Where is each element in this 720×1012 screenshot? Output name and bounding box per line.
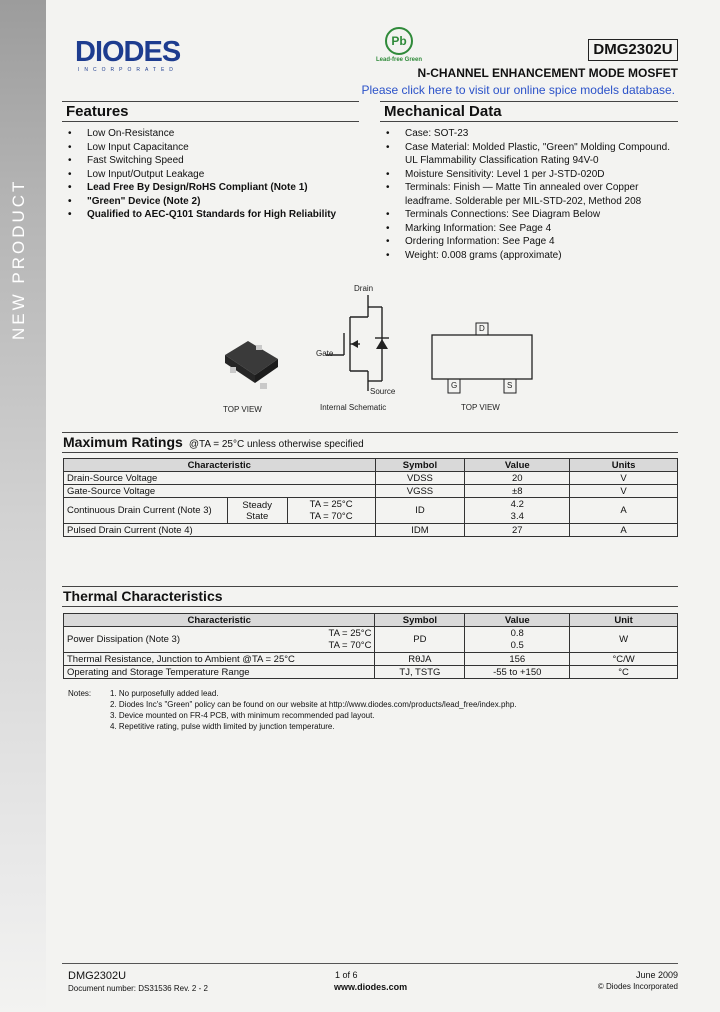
maximum-ratings-table — [63, 458, 678, 537]
condition-cell: TA = 70°C — [287, 511, 375, 524]
table-row — [64, 485, 678, 498]
symbol-cell: VGSS — [375, 485, 465, 498]
drain-label: Drain — [354, 284, 374, 293]
logo-text: DIODES — [75, 36, 181, 68]
footer-date: June 2009 — [635, 970, 678, 980]
new-product-sidebar — [0, 0, 46, 1012]
footer-part-number: DMG2302U — [68, 970, 127, 982]
maximum-ratings-title: Maximum Ratings — [63, 434, 183, 450]
value-cell: 27 — [465, 524, 570, 537]
state-cell: Steady State — [227, 498, 287, 524]
value-cell: 4.2 — [465, 498, 570, 511]
value-cell: ±8 — [465, 485, 570, 498]
characteristic-cell: Drain-Source Voltage — [64, 472, 376, 485]
lead-free-icon — [385, 27, 413, 55]
value-cell: 3.4 — [465, 511, 570, 524]
features-heading: Features — [62, 101, 359, 122]
package-diagrams — [210, 283, 540, 418]
characteristic-cell: Operating and Storage Temperature Range — [64, 666, 375, 679]
symbol-cell: TJ, TSTG — [375, 666, 465, 679]
note-item: 1. No purposefully added lead. — [110, 689, 219, 698]
characteristic-cell: Continuous Drain Current (Note 3) — [64, 498, 228, 524]
unit-cell: °C — [570, 666, 678, 679]
feature-item: • Low On-Resistance — [65, 127, 355, 141]
table-row — [64, 666, 678, 679]
header-value: Value — [465, 614, 570, 627]
table-row — [64, 653, 678, 666]
source-label: Source — [370, 387, 396, 396]
feature-item: • Low Input/Output Leakage — [65, 168, 355, 182]
mechanical-item: • Ordering Information: See Page 4 — [383, 235, 683, 249]
header-symbol: Symbol — [375, 459, 465, 472]
symbol-cell: VDSS — [375, 472, 465, 485]
internal-schematic-symbol — [326, 295, 389, 391]
symbol-cell: PD — [375, 627, 465, 653]
table-row — [64, 498, 678, 511]
feature-item: • Lead Free By Design/RoHS Compliant (Note 1) — [65, 181, 355, 195]
table-row — [64, 627, 678, 640]
mechanical-item: • Case: SOT-23 — [383, 127, 683, 141]
table-row — [64, 524, 678, 537]
characteristic-cell: Gate-Source Voltage — [64, 485, 376, 498]
feature-item: • Fast Switching Speed — [65, 154, 355, 168]
maximum-ratings-condition: @TA = 25°C unless otherwise specified — [188, 439, 364, 450]
header-unit: Unit — [570, 614, 678, 627]
features-list — [65, 127, 355, 222]
mechanical-item: • Terminals Connections: See Diagram Below — [383, 208, 683, 222]
unit-cell: V — [570, 472, 678, 485]
spice-models-link[interactable]: Please click here to visit our online spice models database. — [361, 83, 675, 97]
unit-cell: A — [570, 524, 678, 537]
diodes-logo — [75, 36, 205, 76]
characteristic-cell: Power Dissipation (Note 3) — [64, 627, 276, 653]
value-cell: 156 — [465, 653, 570, 666]
header-value: Value — [465, 459, 570, 472]
header-symbol: Symbol — [375, 614, 465, 627]
device-subtitle: N-CHANNEL ENHANCEMENT MODE MOSFET — [417, 66, 678, 80]
mechanical-item: • Marking Information: See Page 4 — [383, 222, 683, 236]
note-item: 4. Repetitive rating, pulse width limited by junction temperature. — [110, 722, 335, 731]
package-drawings — [210, 283, 540, 418]
sidebar-label: NEW PRODUCT — [9, 178, 28, 340]
notes-list — [110, 688, 630, 732]
footer-document-number: Document number: DS31536 Rev. 2 - 2 — [68, 984, 208, 993]
pinout-caption: TOP VIEW — [461, 403, 500, 412]
maximum-ratings-heading — [62, 432, 678, 453]
part-number: DMG2302U — [588, 39, 678, 61]
symbol-cell: RθJA — [375, 653, 465, 666]
footer-copyright: © Diodes Incorporated — [597, 982, 678, 991]
pin-g-label: G — [451, 381, 458, 390]
value-cell: 0.5 — [465, 640, 570, 653]
symbol-cell: IDM — [375, 524, 465, 537]
logo-subtext: INCORPORATED — [78, 67, 178, 73]
mechanical-item: • Weight: 0.008 grams (approximate) — [383, 249, 683, 263]
lead-free-badge — [372, 27, 426, 63]
thermal-characteristics-heading: Thermal Characteristics — [62, 586, 678, 607]
thermal-characteristics-table — [63, 613, 678, 679]
sot23-package-image — [225, 341, 278, 389]
condition-cell: TA = 25°C — [287, 498, 375, 511]
value-cell: 20 — [465, 472, 570, 485]
mechanical-item: • Terminals: Finish — Matte Tin annealed over Copper leadframe. Solderable per MIL-STD-202, Method 208 — [383, 181, 683, 208]
mechanical-item: • Moisture Sensitivity: Level 1 per J-STD-020D — [383, 168, 683, 182]
schematic-caption: Internal Schematic — [320, 403, 387, 412]
symbol-cell: ID — [375, 498, 465, 524]
pin-d-label: D — [479, 324, 485, 333]
feature-item: • "Green" Device (Note 2) — [65, 195, 355, 209]
sot23-pinout-drawing — [432, 323, 532, 393]
mechanical-list — [383, 127, 683, 262]
header-units: Units — [570, 459, 678, 472]
mechanical-data-heading: Mechanical Data — [380, 101, 678, 122]
lead-free-symbol: Pb — [391, 34, 407, 48]
table-header-row — [64, 614, 678, 627]
note-item: 3. Device mounted on FR-4 PCB, with minimum recommended pad layout. — [110, 711, 375, 720]
header-characteristic: Characteristic — [64, 614, 375, 627]
unit-cell: A — [570, 498, 678, 524]
condition-cell: TA = 25°C — [275, 627, 375, 640]
footer-page-number: 1 of 6 — [335, 970, 358, 980]
footer-divider — [62, 963, 678, 964]
condition-cell: TA = 70°C — [275, 640, 375, 653]
unit-cell: V — [570, 485, 678, 498]
table-row — [64, 472, 678, 485]
notes-label: Notes: — [68, 689, 92, 698]
feature-item: • Qualified to AEC-Q101 Standards for High Reliability — [65, 208, 355, 222]
header-characteristic: Characteristic — [64, 459, 376, 472]
note-item: 2. Diodes Inc's "Green" policy can be found on our website at http://www.diodes.com/products/lead_free/index.php. — [110, 700, 517, 709]
gate-label: Gate — [316, 349, 334, 358]
pin-s-label: S — [507, 381, 513, 390]
lead-free-caption: Lead-free Green — [375, 57, 423, 63]
feature-item: • Low Input Capacitance — [65, 141, 355, 155]
unit-cell: °C/W — [570, 653, 678, 666]
footer-website-link[interactable]: www.diodes.com — [334, 982, 408, 992]
unit-cell: W — [570, 627, 678, 653]
value-cell: 0.8 — [465, 627, 570, 640]
mechanical-item: • Case Material: Molded Plastic, "Green" Molding Compound. UL Flammability Classification Rating 94V-0 — [383, 141, 683, 168]
table-header-row — [64, 459, 678, 472]
package-caption: TOP VIEW — [223, 405, 262, 414]
characteristic-cell: Thermal Resistance, Junction to Ambient @TA = 25°C — [64, 653, 375, 666]
value-cell: -55 to +150 — [465, 666, 570, 679]
characteristic-cell: Pulsed Drain Current (Note 4) — [64, 524, 376, 537]
